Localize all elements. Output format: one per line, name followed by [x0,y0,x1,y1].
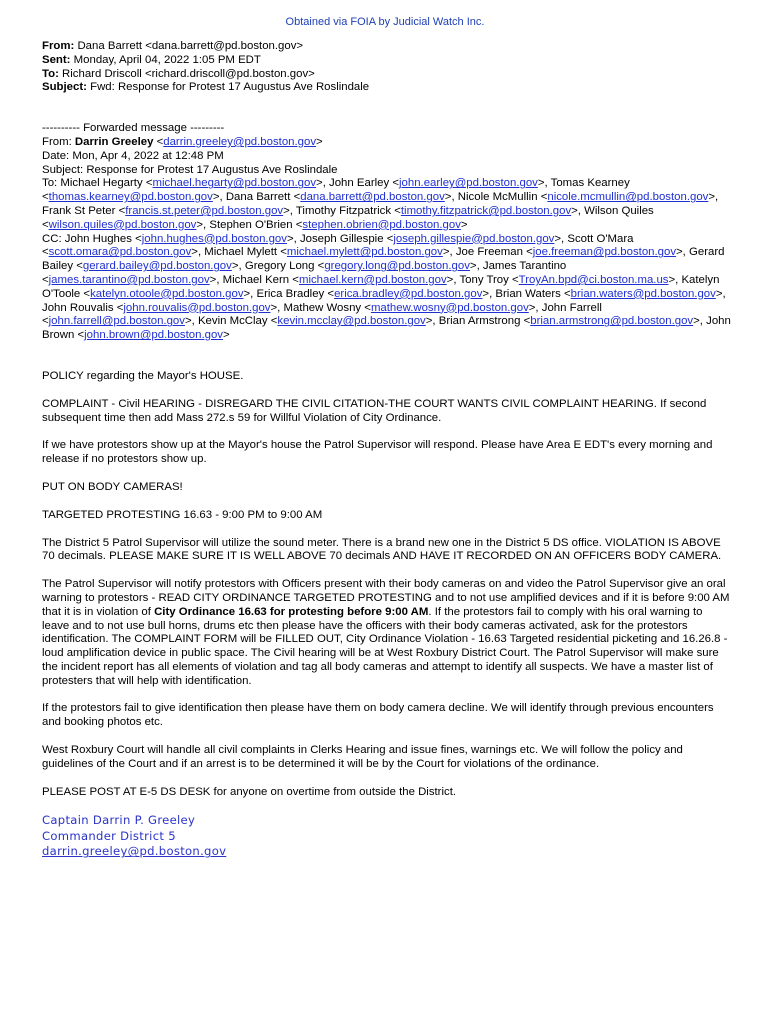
ordinance-bold-text: City Ordinance 16.63 for protesting before 9:00 AM [154,605,429,618]
recipient-email-link[interactable]: john.brown@pd.boston.gov [84,329,223,342]
recipient-name: Stephen O'Brien [209,218,293,231]
spacer [42,343,732,370]
recipient-email-link[interactable]: brian.armstrong@pd.boston.gov [530,315,694,328]
recipient-name: Brian Waters [495,287,561,300]
header-sent [42,54,732,68]
recipient-name: John Earley [329,177,390,190]
recipient-name: Gerard Bailey [42,246,725,273]
forward-from: From: Darrin Greeley <darrin.greeley@pd.boston.gov> [42,135,323,148]
recipient-name: Tomas Kearney [550,177,630,190]
recipients-label: To: [42,177,61,190]
recipient-name: Gregory Long [244,260,315,273]
recipient-email-link[interactable]: john.earley@pd.boston.gov [399,177,538,190]
sound-meter-paragraph: The District 5 Patrol Supervisor will utilize the sound meter. There is a brand new one in the District 5 DS office. VIOLATION IS ABOVE 70 decimals. PLEASE MAKE SURE IT IS WELL ABOVE 70 decimals AND HAVE IT RECORDED ON AN OFFICERS BODY CAMERA. [42,536,722,563]
recipient-email-link[interactable]: gregory.long@pd.boston.gov [324,260,470,273]
recipient-email-link[interactable]: erica.bradley@pd.boston.gov [334,287,483,300]
signature-name: Captain Darrin P. Greeley [42,813,196,828]
recipient-name: John Hughes [64,232,132,245]
recipient-email-link[interactable]: thomas.kearney@pd.boston.gov [48,191,213,204]
forward-from-prefix: From: [42,135,75,148]
recipient-email-link[interactable]: michael.mylett@pd.boston.gov [286,246,443,259]
body-cameras-line: PUT ON BODY CAMERAS! [42,480,183,493]
recipient-email-link[interactable]: john.rouvalis@pd.boston.gov [123,301,271,314]
recipient-email-link[interactable]: joe.freeman@pd.boston.gov [532,246,677,259]
recipient-name: Dana Barrett [225,191,291,204]
email-document [42,40,732,860]
from-label: From: [42,40,75,52]
recipient-name: Michael Mylett [204,246,278,259]
recipient-email-link[interactable]: TroyAn.bpd@ci.boston.ma.us [518,273,669,286]
forward-from-name: Darrin Greeley [74,135,154,148]
recipient-name: Wilson Quiles [584,204,654,217]
court-paragraph: West Roxbury Court will handle all civil complaints in Clerks Hearing and issue fines, warnings etc. We will follow the policy and guidelines of the Court and if an arrest is to be determined it will be by the Court for violations of the ordinance. [42,744,683,770]
recipient-name: Joseph Gillespie [299,232,384,245]
recipient-email-link[interactable]: kevin.mcclay@pd.boston.gov [277,315,426,328]
recipient-name: Mathew Wosny [283,301,362,314]
recipient-email-link[interactable]: francis.st.peter@pd.boston.gov [125,204,284,217]
recipient-email-link[interactable]: mathew.wosny@pd.boston.gov [370,301,529,314]
header-subject [42,81,732,95]
forward-date: Date: Mon, Apr 4, 2022 at 12:48 PM [42,149,224,162]
foia-banner: Obtained via FOIA by Judicial Watch Inc. [285,16,485,28]
patrol-text-part-1: The Patrol Supervisor will notify protestors with Officers present with their body cameras on and video the Patrol Supervisor give an oral warning to protestors - READ CITY ORDINANCE TARGETED PROTESTING and to not use amplified devices and if it is before 9:00 AM that it is in violation of [42,578,730,618]
protestors-response-paragraph: If we have protestors show up at the Mayor's house the Patrol Supervisor will respond. Please have Area E EDT's every morning and release if no protestors show up. [42,439,713,466]
recipient-name: Frank St Peter [42,204,116,217]
recipient-email-link[interactable]: brian.waters@pd.boston.gov [570,287,716,300]
recipient-name: Erica Bradley [256,287,325,300]
recipient-name: Tony Troy [459,273,509,286]
to-value: Richard Driscoll <richard.driscoll@pd.boston.gov> [62,67,315,80]
to-label: To: [42,67,59,80]
recipient-name: Kevin McClay [197,315,268,328]
forward-from-email-link[interactable]: darrin.greeley@pd.boston.gov [163,135,317,148]
recipient-name: Michael Kern [222,273,290,286]
subject-label: Subject: [42,81,87,94]
recipient-name: Nicole McMullin [457,191,538,204]
header-to [42,68,732,82]
from-value: Dana Barrett <dana.barrett@pd.boston.gov> [77,40,304,52]
recipient-name: John Rouvalis [42,301,114,314]
spacer [42,95,732,122]
recipient-email-link[interactable]: michael.kern@pd.boston.gov [298,273,447,286]
signature-email-link[interactable]: darrin.greeley@pd.boston.gov [42,844,227,859]
recipient-name: Joe Freeman [455,246,523,259]
signature-block [42,813,732,860]
forward-cc-recipients: CC: John Hughes <john.hughes@pd.boston.gov>, Joseph Gillespie <joseph.gillespie@pd.boston.gov>, Scott O'Mara <scott.omara@pd.boston.gov>, Michael Mylett <michael.mylett@pd.boston.gov>, Joe Freeman <joe.freeman@pd.boston.gov>, Gerard Bailey <gerard.bailey@pd.boston.gov>, Gregory Long <gregory.long@pd.boston.gov>, James Tarantino <james.tarantino@pd.boston.gov>, Michael Kern <michael.kern@pd.boston.gov>, Tony Troy <TroyAn.bpd@ci.boston.ma.us>, Katelyn O'Toole <katelyn.otoole@pd.boston.gov>, Erica Bradley <erica.bradley@pd.boston.gov>, Brian Waters <brian.waters@pd.boston.gov>, John Rouvalis <john.rouvalis@pd.boston.gov>, Mathew Wosny <mathew.wosny@pd.boston.gov>, John Farrell <john.farrell@pd.boston.gov>, Kevin McClay <kevin.mcclay@pd.boston.gov>, Brian Armstrong <brian.armstrong@pd.boston.gov>, John Brown <john.brown@pd.boston.gov> [42,232,731,342]
forward-to-recipients: To: Michael Hegarty <michael.hegarty@pd.boston.gov>, John Earley <john.earley@pd.boston.gov>, Tomas Kearney <thomas.kearney@pd.boston.gov>, Dana Barrett <dana.barrett@pd.boston.gov>, Nicole McMullin <nicole.mcmullin@pd.boston.gov>, Frank St Peter <francis.st.peter@pd.boston.gov>, Timothy Fitzpatrick <timothy.fitzpatrick@pd.boston.gov>, Wilson Quiles <wilson.quiles@pd.boston.gov>, Stephen O'Brien <stephen.obrien@pd.boston.gov> [42,177,719,231]
recipient-name: Michael Hegarty [60,177,143,190]
patrol-text-part-2: . If the protestors fail to comply with his oral warning to leave and to not use bull horns, drums etc then please have the officers with their body cameras activated, ask for the protestors identification. The COMPLAINT FORM will be FILLED OUT, City Ordinance Violation - 16.63 Targeted residential picketing and 16.26.8 - loud amplification device in public space. The Civil hearing will be at West Roxbury District Court. The Patrol Supervisor will make sure the incident report has all elements of violation and tag all body cameras and attempt to identify all suspects. We have a master list of protesters that will help with identification. [42,605,728,687]
recipient-name: James Tarantino [482,260,567,273]
recipients-label: CC: [42,232,65,245]
recipient-email-link[interactable]: nicole.mcmullin@pd.boston.gov [547,191,709,204]
recipient-name: Scott O'Mara [567,232,634,245]
complaint-paragraph: COMPLAINT - Civil HEARING - DISREGARD THE CIVIL CITATION-THE COURT WANTS CIVIL COMPLAINT HEARING. If second subsequent time then add Mass 272.s 59 for Willful Violation of City Ordinance. [42,397,707,424]
sent-label: Sent: [42,53,71,66]
subject-value: Fwd: Response for Protest 17 Augustus Ave Roslindale [90,81,370,94]
header-from [42,40,732,54]
recipient-email-link[interactable]: stephen.obrien@pd.boston.gov [302,218,461,231]
recipient-name: John Farrell [541,301,602,314]
identification-paragraph: If the protestors fail to give identification then please have them on body camera decline. We will identify through previous encounters and booking photos etc. [42,702,714,729]
recipient-name: Brian Armstrong [438,315,521,328]
recipient-email-link[interactable]: scott.omara@pd.boston.gov [48,246,192,259]
recipient-email-link[interactable]: katelyn.otoole@pd.boston.gov [90,287,244,300]
recipient-email-link[interactable]: dana.barrett@pd.boston.gov [300,191,445,204]
patrol-supervisor-paragraph [42,578,732,688]
recipient-name: John Brown [42,315,731,342]
recipient-email-link[interactable]: gerard.bailey@pd.boston.gov [82,260,232,273]
forward-marker: ---------- Forwarded message --------- [42,122,225,135]
forward-subject: Subject: Response for Protest 17 Augustus Ave Roslindale [42,163,338,176]
recipient-email-link[interactable]: john.farrell@pd.boston.gov [48,315,185,328]
recipient-name: Katelyn O'Toole [42,273,720,300]
signature-title: Commander District 5 [42,828,176,843]
targeted-protesting-line: TARGETED PROTESTING 16.63 - 9:00 PM to 9:00 AM [42,508,323,521]
recipient-email-link[interactable]: wilson.quiles@pd.boston.gov [48,218,197,231]
recipient-email-link[interactable]: john.hughes@pd.boston.gov [141,232,287,245]
recipient-email-link[interactable]: joseph.gillespie@pd.boston.gov [393,232,555,245]
policy-heading: POLICY regarding the Mayor's HOUSE. [42,369,244,382]
recipient-email-link[interactable]: michael.hegarty@pd.boston.gov [152,177,317,190]
recipient-name: Timothy Fitzpatrick [295,204,392,217]
recipient-email-link[interactable]: james.tarantino@pd.boston.gov [48,273,210,286]
sent-value: Monday, April 04, 2022 1:05 PM EDT [73,53,261,66]
post-notice-line: PLEASE POST AT E-5 DS DESK for anyone on overtime from outside the District. [42,785,457,798]
recipient-email-link[interactable]: timothy.fitzpatrick@pd.boston.gov [400,204,572,217]
